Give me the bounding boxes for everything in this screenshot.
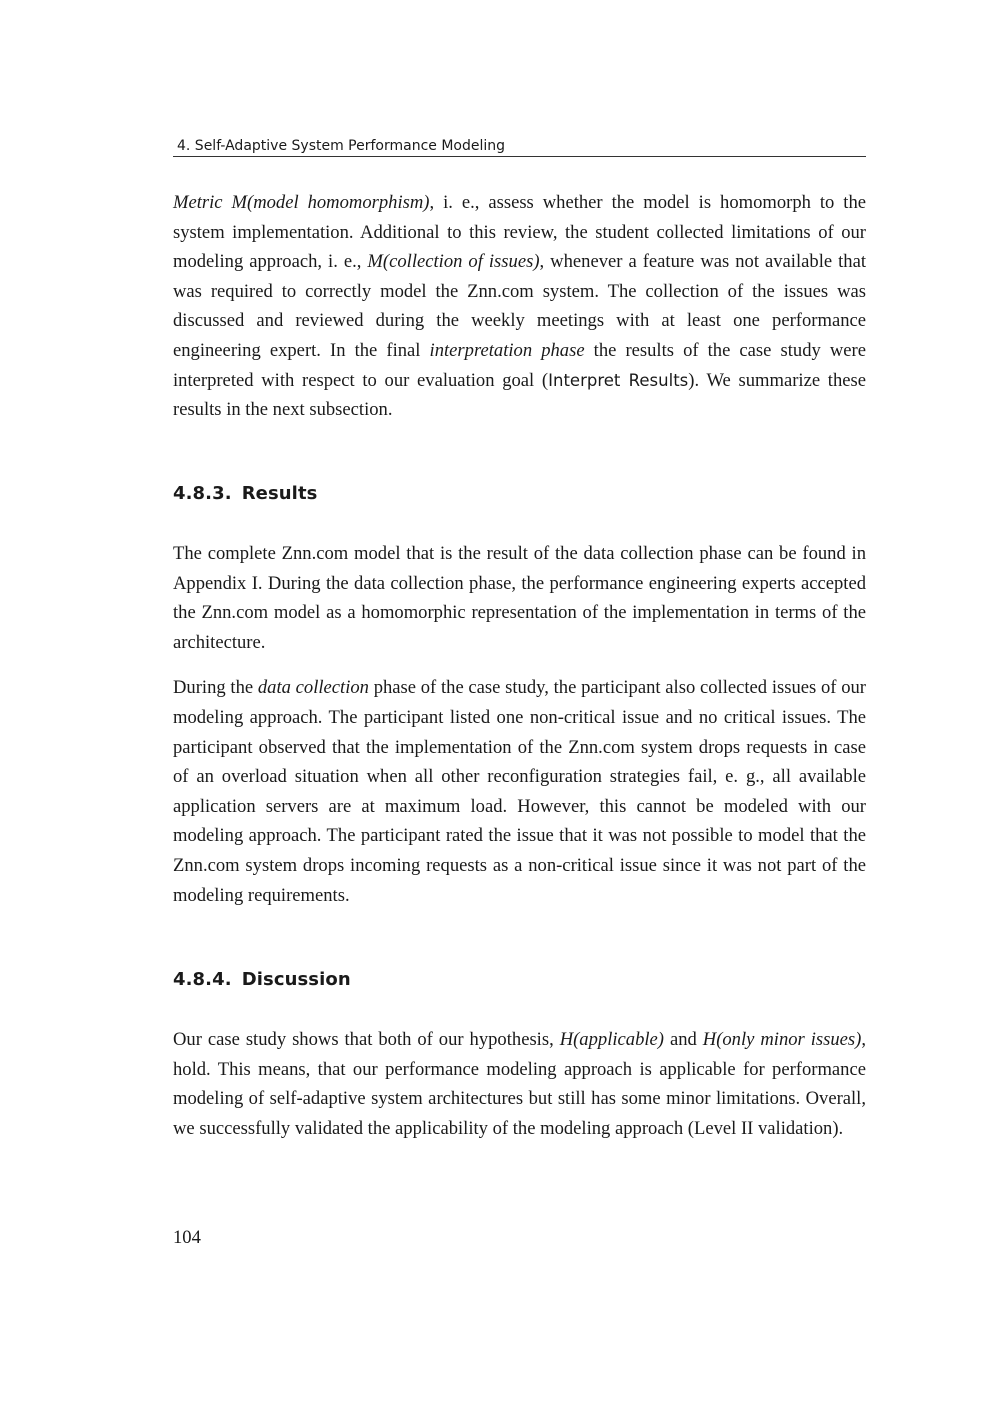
page-number: 104 <box>173 1227 201 1248</box>
results-paragraph-2 <box>173 673 866 910</box>
section-heading-results <box>173 482 866 506</box>
results-block <box>173 539 866 926</box>
section-number: 4.8.4. <box>173 969 232 990</box>
section-heading-discussion <box>173 968 866 992</box>
italic-term: interpretation phase <box>429 339 585 361</box>
intro-block <box>173 188 866 441</box>
italic-term: data collection <box>257 677 369 699</box>
section-results <box>173 482 866 506</box>
text-run: During the <box>173 677 258 699</box>
text-run: , i. e., assess whether the model is homomorph to the system implementation. Additional to this review, the student collected limitations of our modeling approach, i. e., <box>173 192 866 273</box>
text-run: , hold. This means, that our performance modeling approach is applicable for performance modeling of self-adaptive system architectures but still has some minor limitations. Overall, we successfully validated the applicability of the modeling approach (Level II validation). <box>173 1029 867 1139</box>
results-paragraph-1 <box>173 539 866 657</box>
discussion-block <box>173 1025 866 1159</box>
section-title: Results <box>241 483 318 504</box>
discussion-paragraph <box>173 1025 866 1143</box>
section-discussion <box>173 968 866 992</box>
text-run: phase of the case study, the participant also collected issues of our modeling approach. The participant listed one non-critical issue and no critical issues. The participant observed that the implementation of the Znn.com system drops requests in case of an overload situation when all other reconfiguration strategies fail, e. g., all available application servers are at maximum load. However, this cannot be modeled with our modeling approach. The participant rated the issue that it was not possible to model that the Znn.com system drops incoming requests as a non-critical issue since it was not part of the modeling requirements. <box>173 677 866 906</box>
italic-term: H(only minor issues) <box>702 1029 862 1050</box>
italic-term: Metric M(model homomorphism) <box>173 192 430 213</box>
running-header: 4. Self-Adaptive System Performance Modeling <box>173 136 866 157</box>
page <box>173 0 866 1414</box>
section-number: 4.8.3. <box>173 483 232 504</box>
text-run: , whenever a feature was not available that was required to correctly model the Znn.com system. The collection of the issues was discussed and reviewed during the weekly meetings with at least one performance engineering expert. In the final <box>173 251 866 361</box>
section-title: Discussion <box>241 969 351 990</box>
text-run: The complete Znn.com model that is the result of the data collection phase can be found in Appendix I. During the data collection phase, the performance engineering experts accepted the Znn.com model as a homomorphic representation of the implementation in terms of the architecture. <box>173 543 866 653</box>
text-run: Our case study shows that both of our hypothesis, <box>173 1029 560 1050</box>
intro-paragraph <box>173 188 866 425</box>
text-run: ). We summarize these results in the next subsection. <box>173 369 866 421</box>
sans-term: Interpret Results <box>548 370 689 390</box>
italic-term: M(collection of issues) <box>367 251 540 273</box>
italic-term: H(applicable) <box>559 1029 664 1050</box>
text-run: the results of the case study were interpreted with respect to our evaluation goal ( <box>173 339 866 391</box>
text-run: and <box>664 1029 703 1050</box>
